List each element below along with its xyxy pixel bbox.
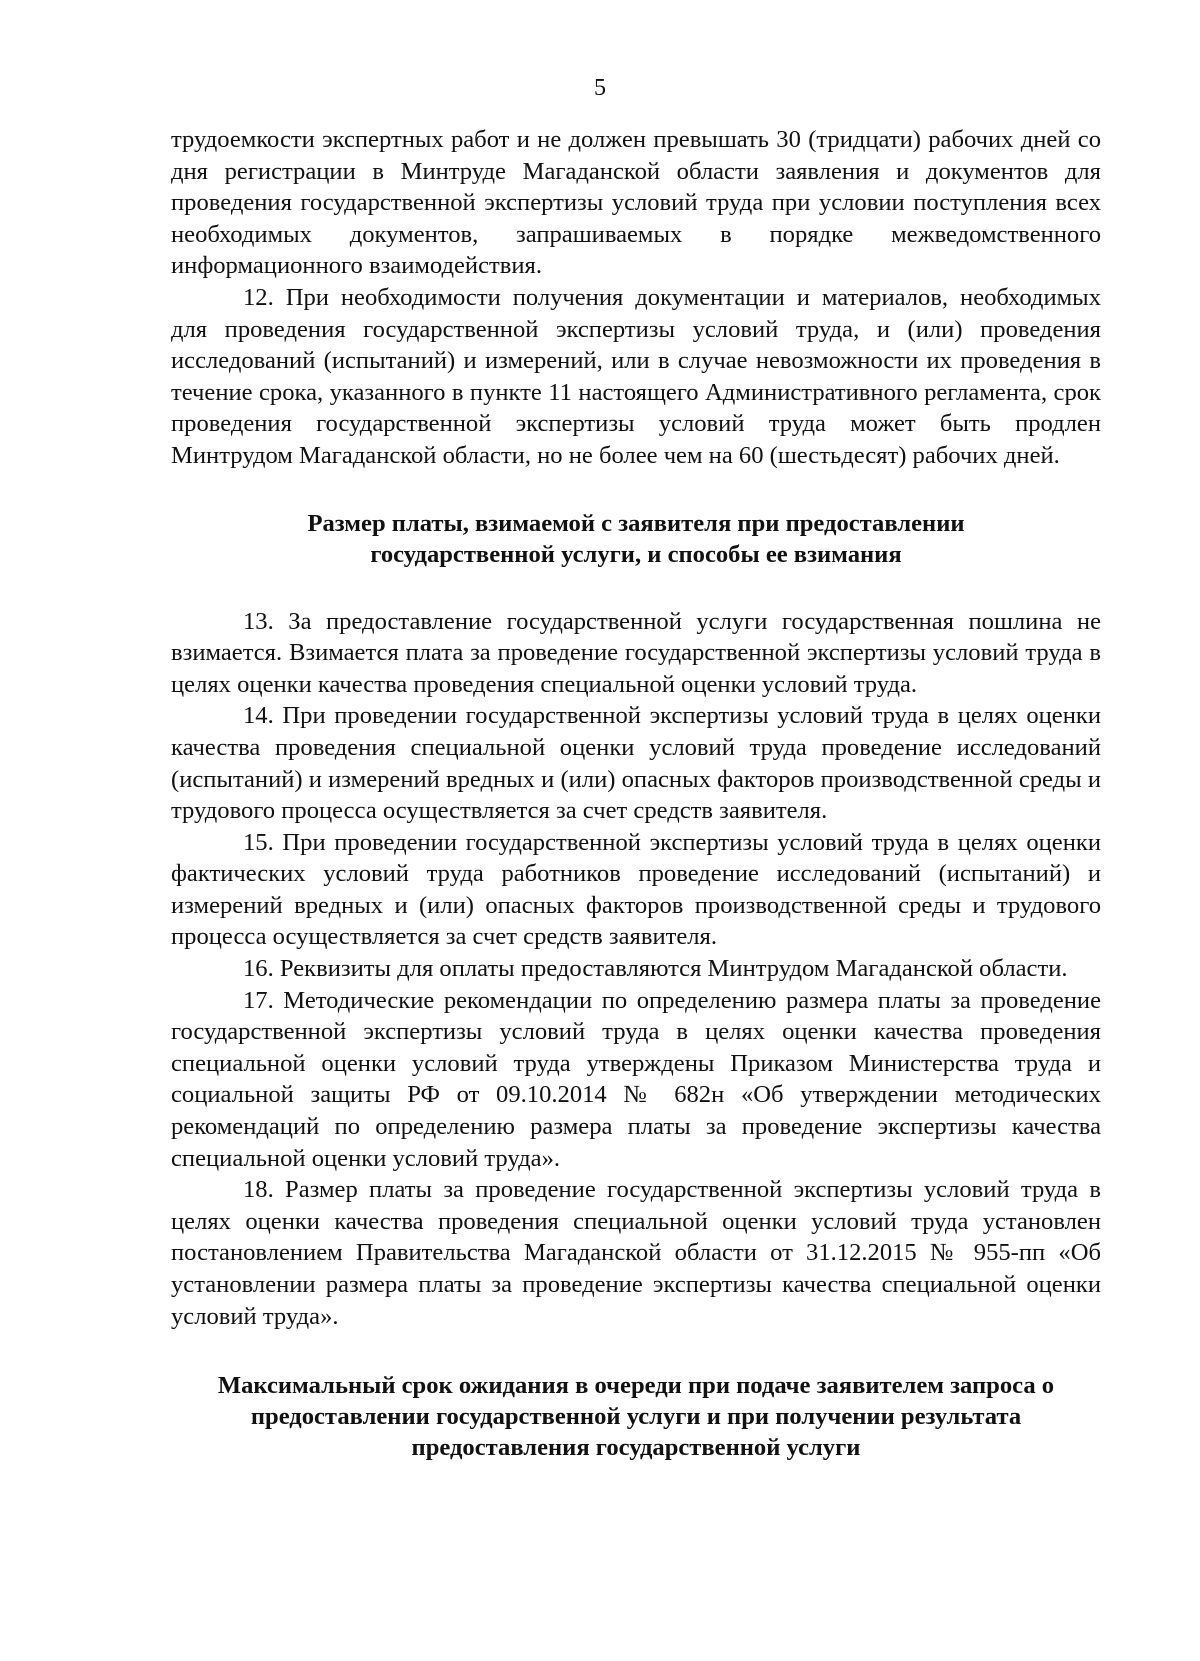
section-heading-fee xyxy=(171,508,1101,570)
paragraph-16: 16. Реквизиты для оплаты предоставляются Минтрудом Магаданской области. xyxy=(243,955,1068,983)
heading-line: предоставления государственной услуги xyxy=(411,1434,861,1462)
paragraph-18: 18. Размер платы за проведение государственной экспертизы условий труда в целях оценки качества проведения специальной оценки условий труда установлен постановлением Правительства Магаданской области от 31.12.2015 № 955-пп «Об установлении размера платы за проведение экспертизы качества специальной оценки условий труда». xyxy=(171,1176,1101,1330)
page-content xyxy=(171,124,1101,1463)
paragraph-14: 14. При проведении государственной экспертизы условий труда в целях оценки качества проведения специальной оценки условий труда проведение исследований (испытаний) и измерений вредных и (или) опасных факторов производственной среды и трудового процесса осуществляется за счет средств заявителя. xyxy=(171,702,1101,825)
paragraph-15: 15. При проведении государственной экспертизы условий труда в целях оценки фактических условий труда работников проведение исследований (испытаний) и измерений вредных и (или) опасных факторов производственной среды и трудового процесса осуществляется за счет средств заявителя. xyxy=(171,828,1101,951)
heading-line: Максимальный срок ожидания в очереди при подаче заявителем запроса о xyxy=(217,1372,1055,1400)
heading-line: предоставлении государственной услуги и при получении результата xyxy=(250,1403,1022,1431)
heading-line: Размер платы, взимаемой с заявителя при предоставлении xyxy=(307,509,965,537)
section-heading-queue xyxy=(171,1370,1101,1463)
page-number: 5 xyxy=(594,75,606,101)
paragraph-12: 12. При необходимости получения документации и материалов, необходимых для проведения государственной экспертизы условий труда, и (или) проведения исследований (испытаний) и измерений, или в случае невозможности их проведения в течение срока, указанного в пункте 11 настоящего Административного регламента, срок проведения государственной экспертизы условий труда может быть продлен Минтрудом Магаданской области, но не более чем на 60 (шестьдесят) рабочих дней. xyxy=(171,283,1101,469)
paragraph-13: 13. За предоставление государственной услуги государственная пошлина не взимается. Взимается плата за проведение государственной экспертизы условий труда в целях оценки качества проведения специальной оценки условий труда. xyxy=(171,607,1101,698)
heading-line: государственной услуги, и способы ее взимания xyxy=(370,540,902,568)
paragraph-11-continuation: трудоемкости экспертных работ и не должен превышать 30 (тридцати) рабочих дней со дня регистрации в Минтруде Магаданской области заявления и документов для проведения государственной экспертизы условий труда при условии поступления всех необходимых документов, запрашиваемых в порядке межведомственного информационного взаимодействия. xyxy=(171,126,1101,280)
paragraph-17: 17. Методические рекомендации по определению размера платы за проведение государственной экспертизы условий труда в целях оценки качества проведения специальной оценки условий труда утверждены Приказом Министерства труда и социальной защиты РФ от 09.10.2014 № 682н «Об утверждении методических рекомендаций по определению размера платы за проведение экспертизы качества специальной оценки условий труда». xyxy=(171,986,1101,1172)
